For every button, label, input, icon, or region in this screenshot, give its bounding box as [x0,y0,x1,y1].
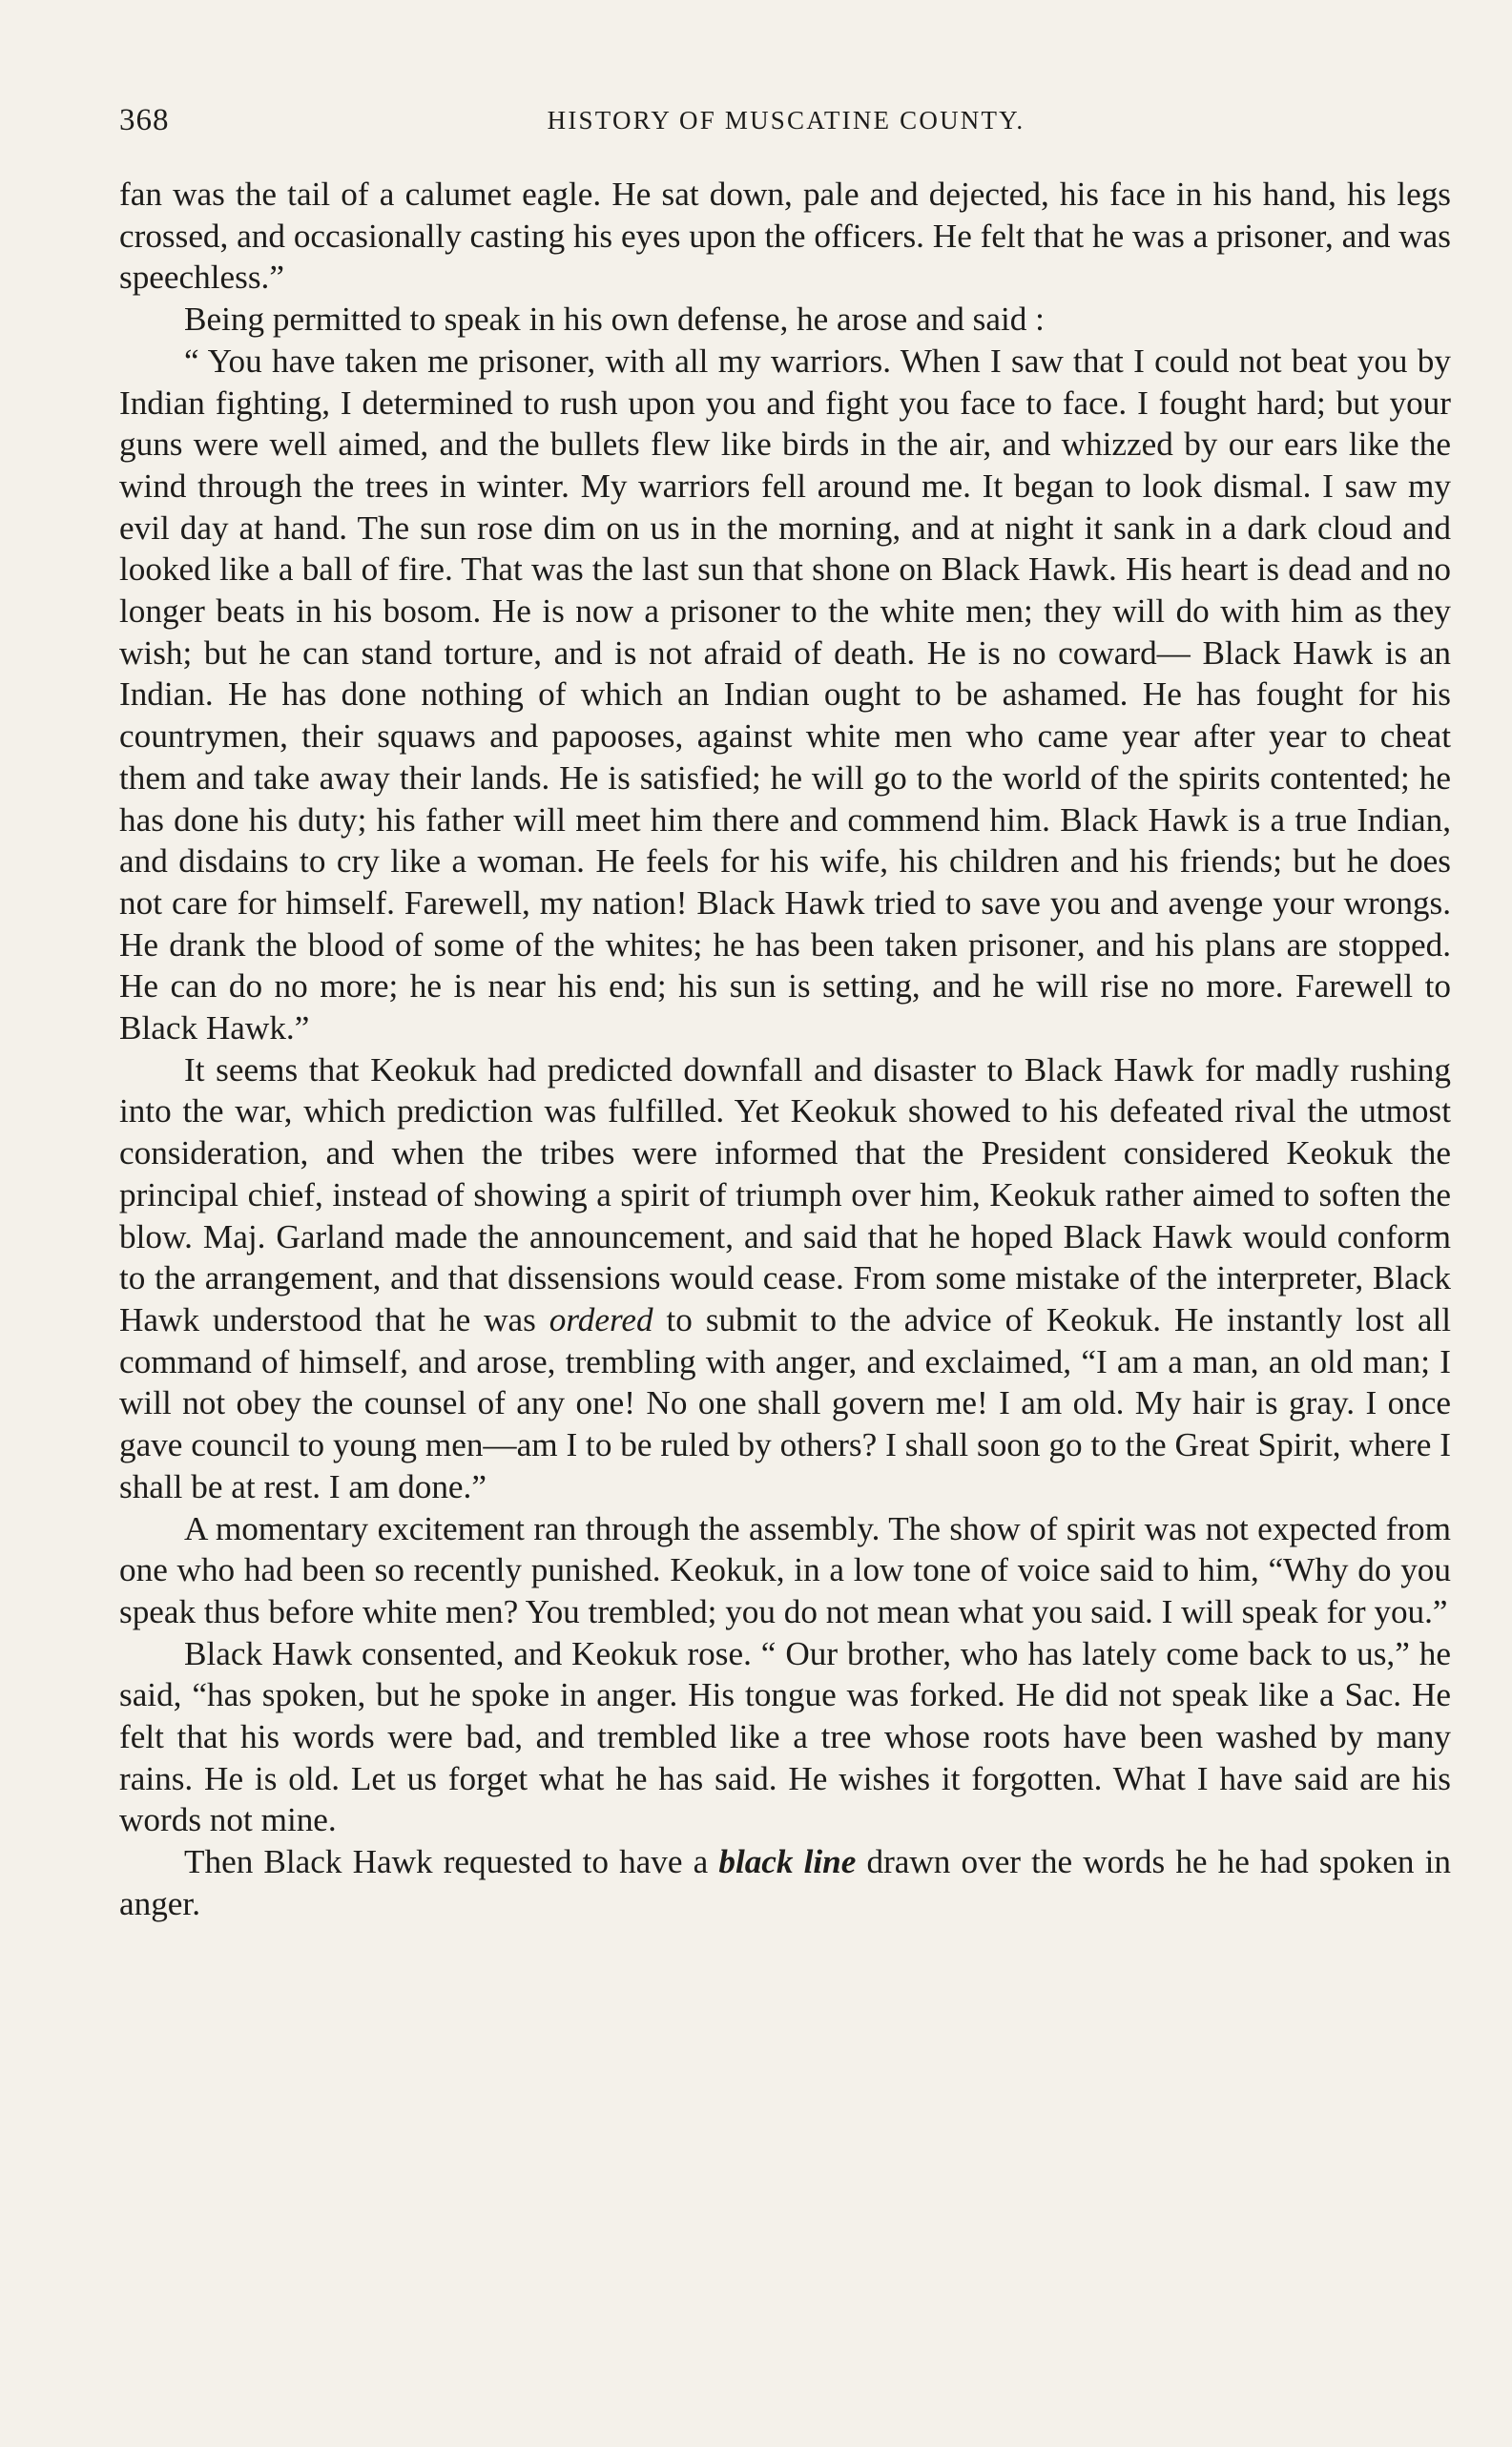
paragraph-text: Black Hawk consented, and Keokuk rose. “ Our brother, who has lately come back to us,” he said, “has spoken, but he spoke in anger. His tongue was forked. He did not speak like a Sac. He felt that his words were bad, and trembled like a tree whose roots have been washed by many rains. He is old. Let us forget what he has said. He wishes it forgotten. What I have said are his words not mine. [119,1634,1451,1839]
paragraph-text-after: drawn over the words he he had spoken in anger. [119,1843,1451,1922]
emphasis-text: ordered [549,1300,653,1338]
paragraph-speech-black-hawk [119,341,1451,1049]
page-header [119,103,1453,153]
running-head: HISTORY OF MUSCATINE COUNTY. [547,106,1025,135]
body-text [119,174,1451,1925]
paragraph-text: It seems that Keokuk had predicted downfall and disaster to Black Hawk for madly rushing into the war, which prediction was fulfilled. Yet Keokuk showed to his defeated rival the utmost consideration, and when the tribes were informed that the President considered Keokuk the principal chief, instead of showing a spirit of triumph over him, Keokuk rather aimed to soften the blow. Maj. Garland made the announcement, and said that he hoped Black Hawk would conform to the arrangement, and that dissensions would cease. From some mistake of the interpreter, Black Hawk understood that he was [119,1050,1451,1338]
paragraph-text: fan was the tail of a calumet eagle. He sat down, pale and dejected, his face in his hand, his legs crossed, and occasionally casting his eyes upon the officers. He felt that he was a prisoner, and was speechless.” [119,176,1451,297]
paragraph-continued [119,174,1451,299]
paragraph [119,1841,1451,1924]
paragraph [119,1633,1451,1842]
paragraph [119,1049,1451,1508]
paragraph-text: A momentary excitement ran through the assembly. The show of spirit was not expected from one who had been so recently punished. Keokuk, in a low tone of voice said to him, “Why do you speak thus before white men? You trembled; you do not mean what you said. I will speak for you.” [119,1509,1451,1630]
paragraph [119,299,1451,341]
paragraph-text: Then Black Hawk requested to have a [184,1843,709,1881]
page-number: 368 [119,103,170,137]
paragraph [119,1508,1451,1633]
emphasis-text: black line [718,1843,857,1881]
paragraph-text: “ You have taken me prisoner, with all my warriors. When I saw that I could not beat you by Indian fighting, I determined to rush upon you and fight you face to face. I fought hard; but your guns were well aimed, and the bullets flew like birds in the air, and whizzed by our ears like the wind through the trees in winter. My warriors fell around me. It began to look dismal. I saw my evil day at hand. The sun rose dim on us in the morning, and at night it sank in a dark cloud and looked like a ball of fire. That was the last sun that shone on Black Hawk. His heart is dead and no longer beats in his bosom. He is now a prisoner to the white men; they will do with him as they wish; but he can stand torture, and is not afraid of death. He is no coward— Black Hawk is an Indian. He has done nothing of which an Indian ought to be ashamed. He has fought for his countrymen, their squaws and papooses, against white men who came year after year to cheat them and take away their lands. He is satisfied; he will go to the world of the spirits contented; he has done his duty; his father will meet him there and commend him. Black Hawk is a true Indian, and disdains to cry like a woman. He feels for his wife, his children and his friends; but he does not care for himself. Farewell, my nation! Black Hawk tried to save you and avenge your wrongs. He drank the blood of some of the whites; he has been taken prisoner, and his plans are stopped. He can do no more; he is near his end; his sun is setting, and he will rise no more. Farewell to Black Hawk.” [119,342,1451,1047]
paragraph-text-after: to submit to the advice of Keokuk. He instantly lost all command of himself, and arose, trembling with anger, and exclaimed, “I am a man, an old man; I will not obey the counsel of any one! No one shall govern me! I am old. My hair is gray. I once gave council to young men—am I to be ruled by others? I shall soon go to the Great Spirit, where I shall be at rest. I am done.” [119,1300,1451,1505]
paragraph-text: Being permitted to speak in his own defense, he arose and said : [184,301,1045,339]
